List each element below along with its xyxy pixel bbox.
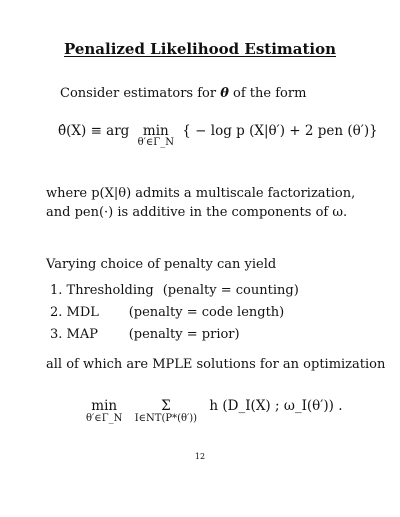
choice-number: 3. <box>50 327 63 342</box>
sum-subscript: I∈NT(P*(θ′)) <box>134 413 198 424</box>
equation1-rhs: { − log p (X|θ′) + 2 pen (θ′)} <box>182 123 378 139</box>
intro-suffix: of the form <box>228 86 307 101</box>
page-number: 12 <box>194 452 206 461</box>
theta-symbol: θ <box>220 86 229 101</box>
choice-description: (penalty = prior) <box>128 327 240 342</box>
choice-description: (penalty = code length) <box>128 305 285 320</box>
factorization-paragraph: where p(X|θ) admits a multiscale factorization, and pen(·) is additive in the components of ω. <box>46 186 356 220</box>
intro-prefix: Consider estimators for <box>60 86 221 101</box>
argmin-subscript: θ′∈Γ_N <box>137 137 174 148</box>
choice-number: 2. <box>50 305 63 320</box>
mple-statement: all of which are MPLE solutions for an optimization <box>46 357 386 372</box>
penalty-choice-item <box>50 302 299 324</box>
choice-name: MAP <box>66 327 98 342</box>
sum-operator <box>135 398 197 424</box>
varying-line: Varying choice of penalty can yield <box>46 257 277 272</box>
optimization-body: h (D_I(X) ; ω_I(θ′)) . <box>209 398 343 414</box>
choice-number: 1. <box>50 283 63 298</box>
min-subscript: θ′∈Γ_N <box>86 413 123 424</box>
min-operator <box>86 398 122 424</box>
equation1-lhs: θ̂(X) ≡ arg <box>58 123 130 139</box>
choice-name: MDL <box>66 305 99 320</box>
penalty-choice-item <box>50 280 299 302</box>
choice-name: Thresholding <box>66 283 154 298</box>
min-label: min <box>91 398 118 414</box>
argmin-label: min <box>142 123 169 139</box>
sum-symbol: Σ <box>161 398 171 414</box>
slide-title: Penalized Likelihood Estimation <box>63 40 337 58</box>
intro-line <box>60 86 306 101</box>
argmin-operator <box>138 123 174 148</box>
optimization-equation <box>86 398 343 424</box>
choice-description: (penalty = counting) <box>162 283 299 298</box>
penalty-choice-item <box>50 324 299 346</box>
penalty-choice-list <box>50 280 299 346</box>
estimator-equation <box>58 123 378 148</box>
